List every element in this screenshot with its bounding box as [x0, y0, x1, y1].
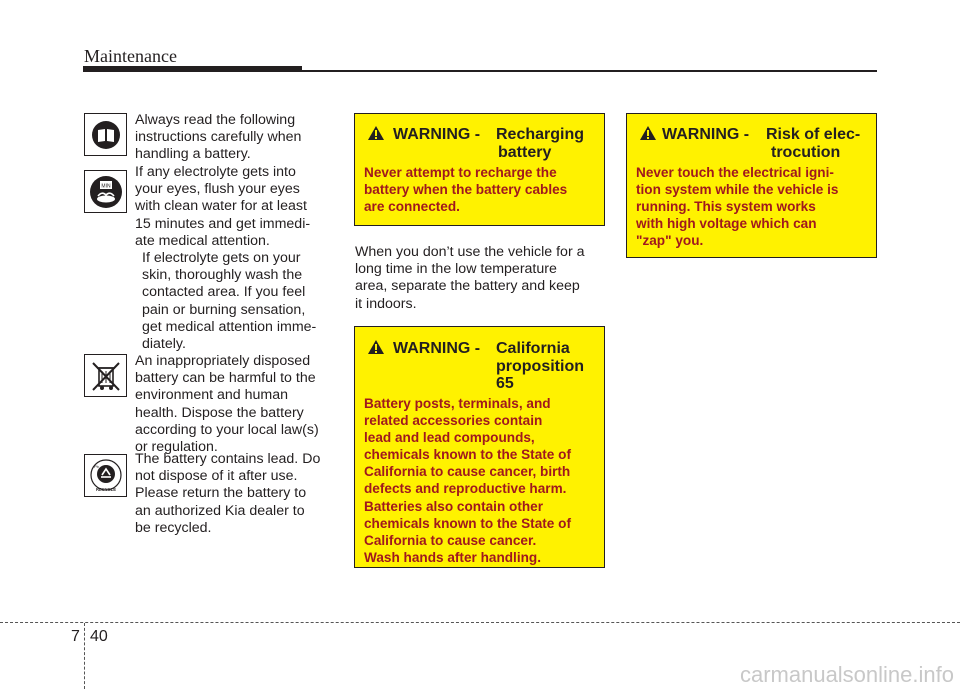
paragraph-line: area, separate the battery and keep — [355, 278, 580, 295]
warning-body-line: tion system while the vehicle is — [636, 182, 839, 198]
warning-body-line: defects and reproductive harm. — [364, 481, 567, 497]
warning-body-line: Never attempt to recharge the — [364, 165, 557, 180]
page-number: 40 — [90, 628, 108, 645]
paragraph-line: ate medical attention. — [135, 232, 270, 249]
warning-title-line: California — [496, 340, 570, 357]
paragraph-line: If electrolyte gets on your — [142, 250, 301, 266]
paragraph-electrolyte-eyes — [135, 164, 334, 250]
paragraph-line: not dispose of it after use. — [135, 468, 298, 485]
warning-label: WARNING - — [393, 340, 481, 357]
footer-divider — [84, 623, 85, 689]
paragraph-line: contacted area. If you feel — [142, 284, 306, 301]
no-trash-disposal-icon — [84, 354, 127, 397]
paragraph-line: environment and human — [135, 387, 289, 404]
warning-recharging-box — [354, 113, 605, 226]
warning-body-line: Batteries also contain other — [364, 498, 544, 514]
lead-recycle-icon — [84, 454, 127, 497]
min-icon-text: MIN — [100, 183, 111, 189]
warning-title-line: battery — [498, 144, 552, 161]
paragraph-line: instructions carefully when — [135, 129, 302, 146]
warning-body-line: battery when the battery cables — [364, 182, 568, 198]
warning-body-line: related accessories contain — [364, 413, 543, 429]
paragraph-line: diately. — [142, 336, 186, 353]
warning-title-line: Recharging — [496, 126, 585, 143]
paragraph-line: If any electrolyte gets into — [135, 164, 296, 180]
paragraph-read-instructions — [135, 112, 334, 164]
header-rule-thin — [302, 70, 877, 72]
warning-body-line: chemicals known to the State of — [364, 447, 571, 463]
warning-body-line: "zap" you. — [636, 233, 704, 249]
paragraph-line: The battery contains lead. Do — [135, 451, 321, 467]
warning-body-line: running. This system works — [636, 199, 816, 215]
paragraph-line: be recycled. — [135, 519, 212, 536]
warning-body-line: Battery posts, terminals, and — [364, 396, 551, 411]
warning-california-box — [354, 326, 605, 568]
warning-body — [364, 395, 597, 566]
warning-body-line: California to cause cancer, birth — [364, 464, 571, 480]
paragraph-line: with clean water for at least — [135, 198, 307, 215]
footer-rule — [0, 622, 960, 623]
warning-title-line: 65 — [496, 375, 514, 392]
warning-body-line: chemicals known to the State of — [364, 515, 571, 531]
read-manual-icon — [84, 113, 127, 156]
warning-body-line: with high voltage which can — [636, 216, 817, 232]
paragraph-line: battery can be harmful to the — [135, 370, 316, 387]
warning-body-line: are connected. — [364, 199, 460, 215]
section-title: Maintenance — [84, 46, 177, 66]
chapter-number: 7 — [71, 628, 80, 645]
warning-label: WARNING - — [662, 126, 750, 143]
warning-body-line: Never touch the electrical igni- — [636, 165, 834, 180]
paragraph-line: An inappropriately disposed — [135, 353, 311, 369]
paragraph-line: skin, thoroughly wash the — [142, 267, 303, 284]
recycle-icon-text: RECYCLE — [95, 486, 116, 492]
paragraph-line: get medical attention imme- — [142, 318, 317, 335]
warning-triangle-icon — [367, 125, 385, 141]
warning-label: WARNING - — [393, 126, 481, 143]
eye-flush-icon — [84, 170, 127, 213]
paragraph-line: Please return the battery to — [135, 485, 307, 502]
warning-triangle-icon — [639, 125, 657, 141]
paragraph-line: health. Dispose the battery — [135, 404, 304, 421]
watermark: carmanualsonline.info — [739, 662, 954, 687]
paragraph-line: or regulation. — [135, 439, 218, 456]
paragraph-line: according to your local law(s) — [135, 421, 319, 438]
warning-body-line: lead and lead compounds, — [364, 430, 535, 446]
warning-body — [364, 164, 597, 215]
paragraph-line: long time in the low temperature — [355, 261, 557, 278]
warning-body-line: Wash hands after handling. — [364, 549, 541, 565]
paragraph-line: pain or burning sensation, — [142, 301, 306, 318]
paragraph-line: Always read the following — [135, 112, 296, 128]
paragraph-lead-recycle — [135, 451, 334, 537]
header-rule-thick — [83, 66, 302, 72]
warning-title-line: proposition — [496, 358, 584, 375]
warning-title-line: Risk of elec- — [766, 126, 861, 143]
paragraph-line: your eyes, flush your eyes — [135, 181, 300, 198]
paragraph-line: 15 minutes and get immedi- — [135, 215, 311, 232]
paragraph-line: When you don’t use the vehicle for a — [355, 244, 585, 260]
warning-body-line: California to cause cancer. — [364, 532, 537, 548]
paragraph-line: an authorized Kia dealer to — [135, 502, 305, 519]
warning-body — [636, 164, 869, 249]
warning-electrocution-box — [626, 113, 877, 258]
paragraph-line: it indoors. — [355, 295, 417, 312]
warning-triangle-icon — [367, 339, 385, 355]
recycle-icon-element: Pb — [93, 463, 99, 469]
paragraph-disposal — [135, 353, 334, 456]
paragraph-storage — [355, 244, 605, 313]
paragraph-electrolyte-skin — [142, 250, 334, 353]
paragraph-line: handling a battery. — [135, 146, 251, 163]
warning-title-line: trocution — [771, 144, 841, 161]
